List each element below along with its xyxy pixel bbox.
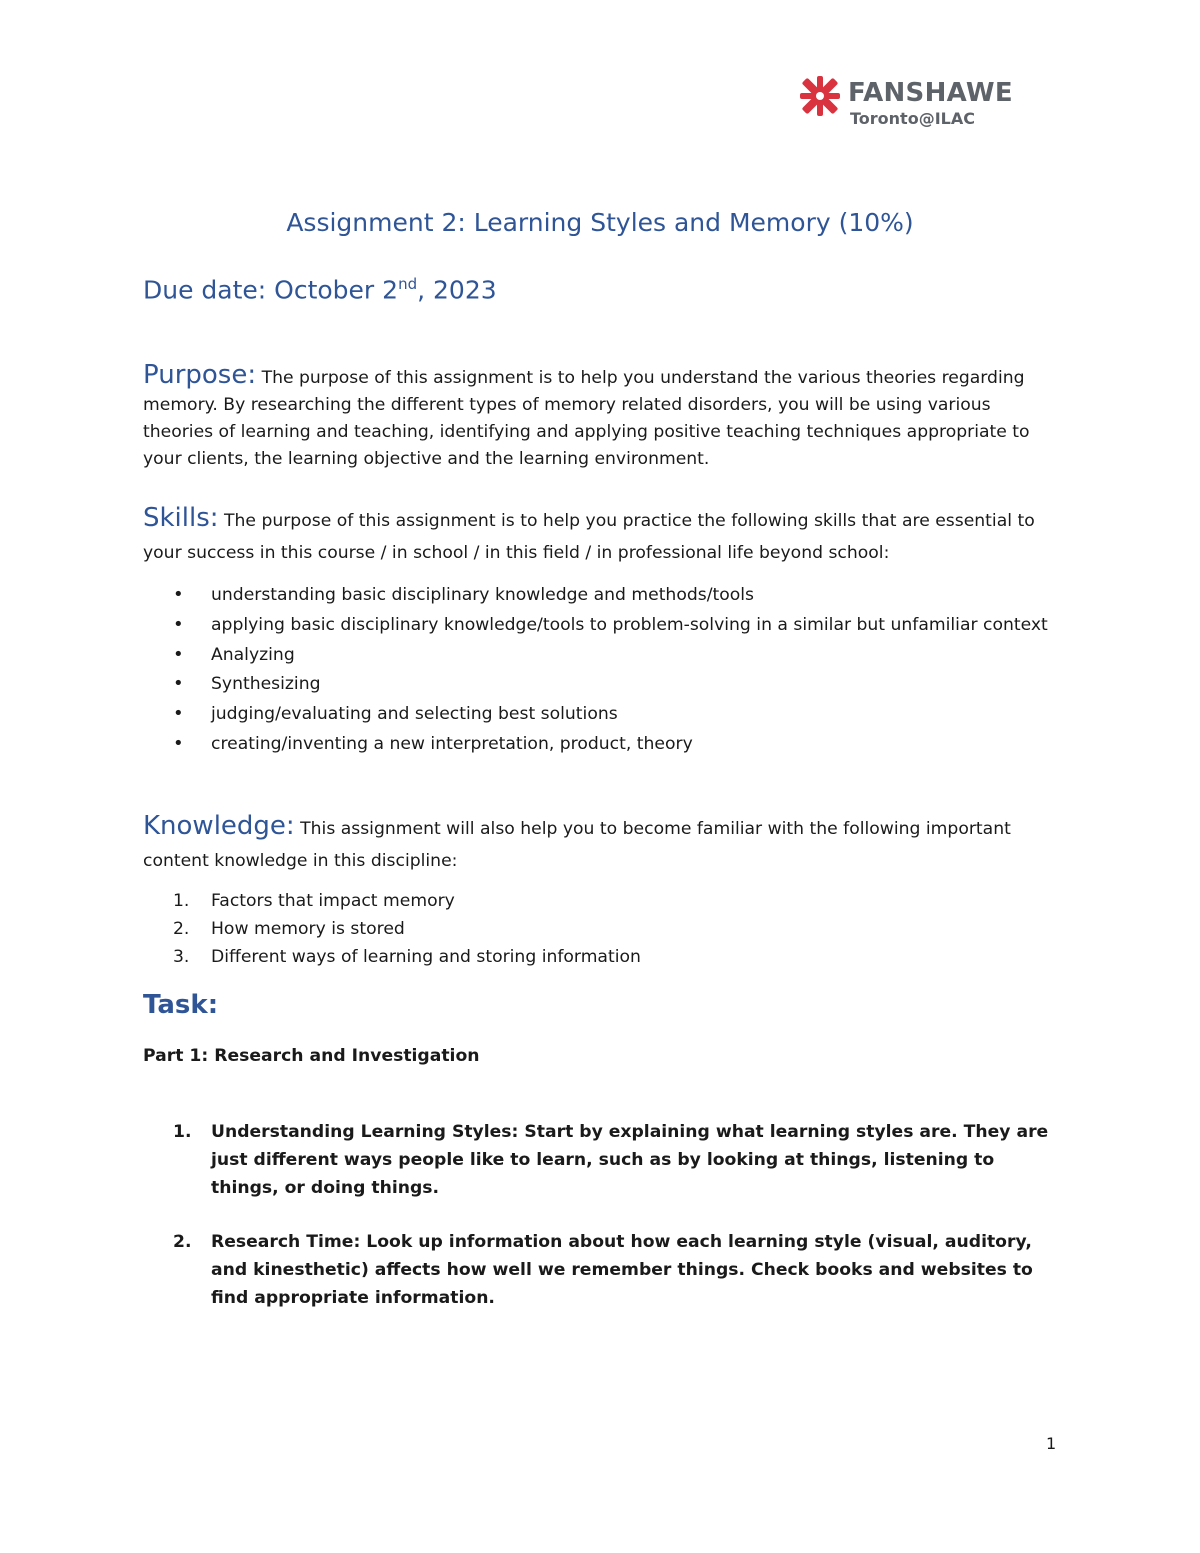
list-item: • Synthesizing: [143, 670, 1063, 698]
logo-name: FANSHAWE: [848, 78, 1013, 108]
list-number: 2.: [173, 1232, 192, 1252]
knowledge-text: This assignment will also help you to become familiar with the following important content knowledge in this discipline:: [143, 819, 1011, 871]
skills-text: The purpose of this assignment is to help you practice the following skills that are essential to your success in this course / in school / in this field / in professional life beyond school:: [143, 511, 1035, 563]
task-heading: Task:: [143, 990, 219, 1020]
due-date-prefix: Due date: October 2: [143, 275, 399, 305]
due-date-sup: nd: [398, 275, 418, 293]
list-text: Factors that impact memory: [211, 891, 455, 911]
knowledge-paragraph: [143, 810, 1063, 877]
list-item: [143, 1118, 1063, 1202]
list-text: How memory is stored: [211, 919, 405, 939]
list-number: 1.: [173, 891, 190, 911]
list-number: 1.: [173, 1122, 192, 1142]
list-item: [143, 887, 1063, 915]
part-1-list: [143, 1118, 1063, 1338]
list-item: [143, 1228, 1063, 1312]
fanshawe-star-icon: [796, 72, 844, 120]
skills-heading: Skills:: [143, 503, 219, 533]
list-item: • judging/evaluating and selecting best solutions: [143, 700, 1063, 728]
purpose-paragraph: [143, 362, 1063, 473]
purpose-heading: Purpose:: [143, 360, 257, 390]
purpose-text: The purpose of this assignment is to help you understand the various theories regarding memory. By researching the different types of memory related disorders, you will be using various theories of learning and teaching, identifying and applying positive teaching techniques appropriate to your clients, the learning objective and the learning environment.: [143, 368, 1030, 469]
list-item: • creating/inventing a new interpretation, product, theory: [143, 730, 1063, 758]
list-item: [143, 943, 1063, 971]
skills-paragraph: [143, 502, 1063, 569]
list-item: • understanding basic disciplinary knowledge and methods/tools: [143, 581, 1063, 609]
list-item: • applying basic disciplinary knowledge/tools to problem-solving in a similar but unfamiliar context: [143, 611, 1063, 639]
part-1-heading: Part 1: Research and Investigation: [143, 1046, 480, 1066]
logo-subtitle: Toronto@ILAC: [850, 109, 975, 128]
skills-list: [143, 581, 1063, 760]
page-number: 1: [1046, 1434, 1057, 1453]
knowledge-list: [143, 887, 1063, 971]
due-date-suffix: , 2023: [417, 275, 497, 305]
list-text: Research Time: Look up information about how each learning style (visual, auditory, and kinesthetic) affects how well we remember things. Check books and websites to find appropriate information.: [211, 1232, 1033, 1308]
list-text: Different ways of learning and storing information: [211, 947, 641, 967]
list-number: 2.: [173, 919, 190, 939]
list-item: [143, 915, 1063, 943]
list-item: • Analyzing: [143, 641, 1063, 669]
due-date: [143, 275, 497, 304]
document-title: Assignment 2: Learning Styles and Memory (10%): [286, 208, 914, 237]
fanshawe-logo: [796, 72, 1016, 132]
list-text: Understanding Learning Styles: Start by explaining what learning styles are. They are just different ways people like to learn, such as by looking at things, listening to things, or doing things.: [211, 1122, 1049, 1198]
list-number: 3.: [173, 947, 190, 967]
knowledge-heading: Knowledge:: [143, 811, 295, 841]
